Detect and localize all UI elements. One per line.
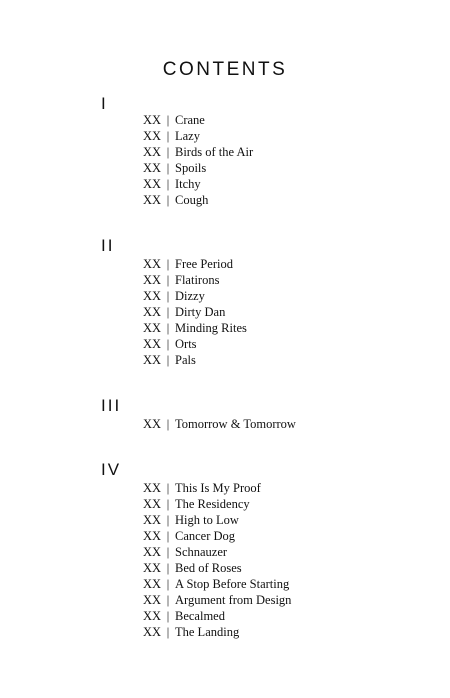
toc-entry[interactable] bbox=[143, 272, 247, 288]
toc-entry[interactable] bbox=[143, 592, 291, 608]
separator: | bbox=[166, 145, 170, 159]
entry-title: Lazy bbox=[175, 129, 200, 143]
entry-list bbox=[143, 256, 247, 368]
separator: | bbox=[166, 497, 170, 511]
separator: | bbox=[166, 481, 170, 495]
separator: | bbox=[166, 561, 170, 575]
toc-entry[interactable] bbox=[143, 624, 291, 640]
page-number: XX bbox=[143, 593, 162, 607]
separator: | bbox=[166, 353, 170, 367]
entry-list bbox=[143, 112, 253, 208]
separator: | bbox=[166, 625, 170, 639]
page-number: XX bbox=[143, 481, 162, 495]
part-numeral: I bbox=[101, 94, 108, 113]
entry-title: Bed of Roses bbox=[175, 561, 242, 575]
toc-entry[interactable] bbox=[143, 576, 291, 592]
separator: | bbox=[166, 305, 170, 319]
separator: | bbox=[166, 321, 170, 335]
page-number: XX bbox=[143, 529, 162, 543]
page-number: XX bbox=[143, 145, 162, 159]
entry-title: Spoils bbox=[175, 161, 207, 175]
separator: | bbox=[166, 257, 170, 271]
page-number: XX bbox=[143, 273, 162, 287]
toc-entry[interactable] bbox=[143, 608, 291, 624]
part-numeral: III bbox=[101, 396, 122, 415]
toc-entry[interactable] bbox=[143, 176, 253, 192]
separator: | bbox=[166, 609, 170, 623]
separator: | bbox=[166, 193, 170, 207]
toc-entry[interactable] bbox=[143, 352, 247, 368]
page-number: XX bbox=[143, 545, 162, 559]
page-number: XX bbox=[143, 625, 162, 639]
page-title: CONTENTS bbox=[162, 59, 288, 80]
separator: | bbox=[166, 337, 170, 351]
page-number: XX bbox=[143, 513, 162, 527]
page-number: XX bbox=[143, 337, 162, 351]
toc-entry[interactable] bbox=[143, 144, 253, 160]
page-number: XX bbox=[143, 609, 162, 623]
page-number: XX bbox=[143, 257, 162, 271]
toc-entry[interactable] bbox=[143, 512, 291, 528]
separator: | bbox=[166, 289, 170, 303]
entry-title: Cancer Dog bbox=[175, 529, 236, 543]
toc-entry[interactable] bbox=[143, 320, 247, 336]
entry-list bbox=[143, 480, 291, 640]
entry-title: Minding Rites bbox=[175, 321, 247, 335]
separator: | bbox=[166, 417, 170, 431]
entry-title: Tomorrow & Tomorrow bbox=[175, 417, 296, 431]
page-number: XX bbox=[143, 577, 162, 591]
page-number: XX bbox=[143, 129, 162, 143]
separator: | bbox=[166, 513, 170, 527]
toc-entry[interactable] bbox=[143, 560, 291, 576]
entry-title: A Stop Before Starting bbox=[175, 577, 290, 591]
entry-title: Dirty Dan bbox=[175, 305, 226, 319]
entry-title: High to Low bbox=[175, 513, 239, 527]
entry-title: Dizzy bbox=[175, 289, 205, 303]
entry-title: This Is My Proof bbox=[175, 481, 261, 495]
entry-title: Free Period bbox=[175, 257, 233, 271]
separator: | bbox=[166, 161, 170, 175]
separator: | bbox=[166, 545, 170, 559]
page-number: XX bbox=[143, 497, 162, 511]
entry-list bbox=[143, 416, 296, 432]
toc-entry[interactable] bbox=[143, 304, 247, 320]
page-number: XX bbox=[143, 321, 162, 335]
entry-title: Crane bbox=[175, 113, 205, 127]
entry-title: Itchy bbox=[175, 177, 201, 191]
toc-entry[interactable] bbox=[143, 496, 291, 512]
separator: | bbox=[166, 113, 170, 127]
entry-title: Pals bbox=[175, 353, 196, 367]
page-number: XX bbox=[143, 305, 162, 319]
toc-entry[interactable] bbox=[143, 336, 247, 352]
entry-title: Birds of the Air bbox=[175, 145, 254, 159]
part-numeral: II bbox=[101, 236, 115, 255]
page-number: XX bbox=[143, 289, 162, 303]
entry-title: Schnauzer bbox=[175, 545, 228, 559]
toc-entry[interactable] bbox=[143, 288, 247, 304]
separator: | bbox=[166, 593, 170, 607]
entry-title: Flatirons bbox=[175, 273, 220, 287]
entry-title: Cough bbox=[175, 193, 209, 207]
toc-entry[interactable] bbox=[143, 256, 247, 272]
page-number: XX bbox=[143, 417, 162, 431]
separator: | bbox=[166, 177, 170, 191]
page-number: XX bbox=[143, 193, 162, 207]
toc-entry[interactable] bbox=[143, 416, 296, 432]
toc-entry[interactable] bbox=[143, 480, 291, 496]
page-number: XX bbox=[143, 561, 162, 575]
entry-title: Orts bbox=[175, 337, 197, 351]
entry-title: Becalmed bbox=[175, 609, 225, 623]
separator: | bbox=[166, 577, 170, 591]
page-number: XX bbox=[143, 353, 162, 367]
toc-entry[interactable] bbox=[143, 128, 253, 144]
page-number: XX bbox=[143, 161, 162, 175]
page-number: XX bbox=[143, 113, 162, 127]
entry-title: The Landing bbox=[175, 625, 240, 639]
entry-title: The Residency bbox=[175, 497, 250, 511]
toc-entry[interactable] bbox=[143, 528, 291, 544]
separator: | bbox=[166, 129, 170, 143]
page-number: XX bbox=[143, 177, 162, 191]
separator: | bbox=[166, 529, 170, 543]
separator: | bbox=[166, 273, 170, 287]
entry-title: Argument from Design bbox=[175, 593, 292, 607]
toc-entry[interactable] bbox=[143, 192, 253, 208]
part-numeral: IV bbox=[101, 460, 122, 479]
toc-entry[interactable] bbox=[143, 160, 253, 176]
toc-entry[interactable] bbox=[143, 112, 253, 128]
toc-entry[interactable] bbox=[143, 544, 291, 560]
